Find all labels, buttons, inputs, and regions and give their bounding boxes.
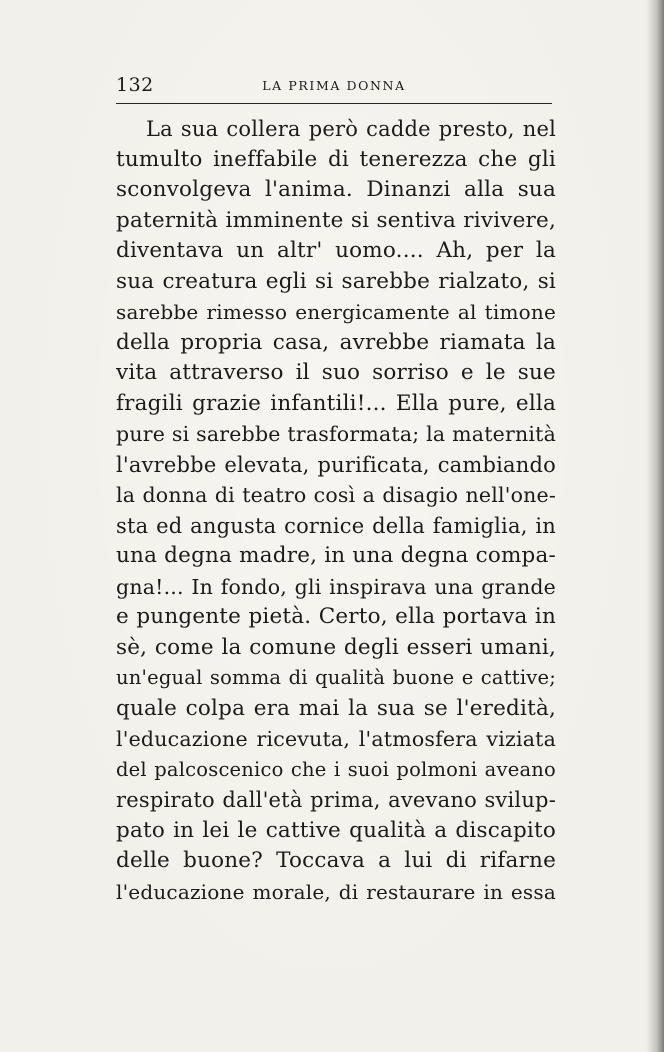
text-line: pure si sarebbe trasformata; la maternità xyxy=(116,422,556,446)
text-line: l'avrebbe elevata, purificata, cambiando xyxy=(116,452,556,477)
text-line: e pungente pietà. Certo, ella portava in xyxy=(116,604,556,629)
text-line: della propria casa, avrebbe riamata la xyxy=(116,329,556,355)
body-text xyxy=(116,114,556,907)
text-line: quale colpa era mai la sua se l'eredità, xyxy=(116,695,556,721)
text-line: paternità imminente si sentiva rivivere, xyxy=(116,207,556,233)
text-line: sta ed angusta cornice della famiglia, in xyxy=(116,513,556,538)
text-line: pato in lei le cattive qualità a discapito xyxy=(116,817,556,843)
page-number: 132 xyxy=(116,74,154,96)
text-line: respirato dall'età prima, avevano svilup- xyxy=(116,788,556,812)
text-line: fragili grazie infantili!... Ella pure, ella xyxy=(116,390,556,416)
text-line: un'egual somma di qualità buone e cattive; xyxy=(116,666,556,689)
text-line: delle buone? Toccava a lui di rifarne xyxy=(116,848,556,873)
text-line: tumulto ineffabile di tenerezza che gli xyxy=(116,146,556,172)
text-line: del palcoscenico che i suoi polmoni aveano xyxy=(116,757,556,781)
text-line: l'educazione morale, di restaurare in essa xyxy=(116,879,556,904)
text-line: sè, come la comune degli esseri umani, xyxy=(116,634,556,660)
text-line: una degna madre, in una degna compa- xyxy=(116,543,556,568)
text-line: sarebbe rimesso energicamente al timone xyxy=(116,300,556,324)
text-line: gna!... In fondo, gli inspirava una grande xyxy=(116,574,556,599)
running-head xyxy=(116,74,552,100)
running-title: LA PRIMA DONNA xyxy=(262,78,406,93)
text-line: diventava un altr' uomo.... Ah, per la xyxy=(116,238,556,263)
text-line: sua creatura egli si sarebbe rialzato, si xyxy=(116,268,556,294)
text-line: la donna di teatro così a disagio nell'one- xyxy=(116,483,556,507)
page-edge-shadow xyxy=(646,0,664,1052)
text-line: l'educazione ricevuta, l'atmosfera viziata xyxy=(116,727,556,751)
text-line: vita attraverso il suo sorriso e le sue xyxy=(116,360,556,385)
text-line: La sua collera però cadde presto, nel xyxy=(146,117,556,141)
text-line: sconvolgeva l'anima. Dinanzi alla sua xyxy=(116,177,556,202)
header-rule xyxy=(116,103,552,104)
